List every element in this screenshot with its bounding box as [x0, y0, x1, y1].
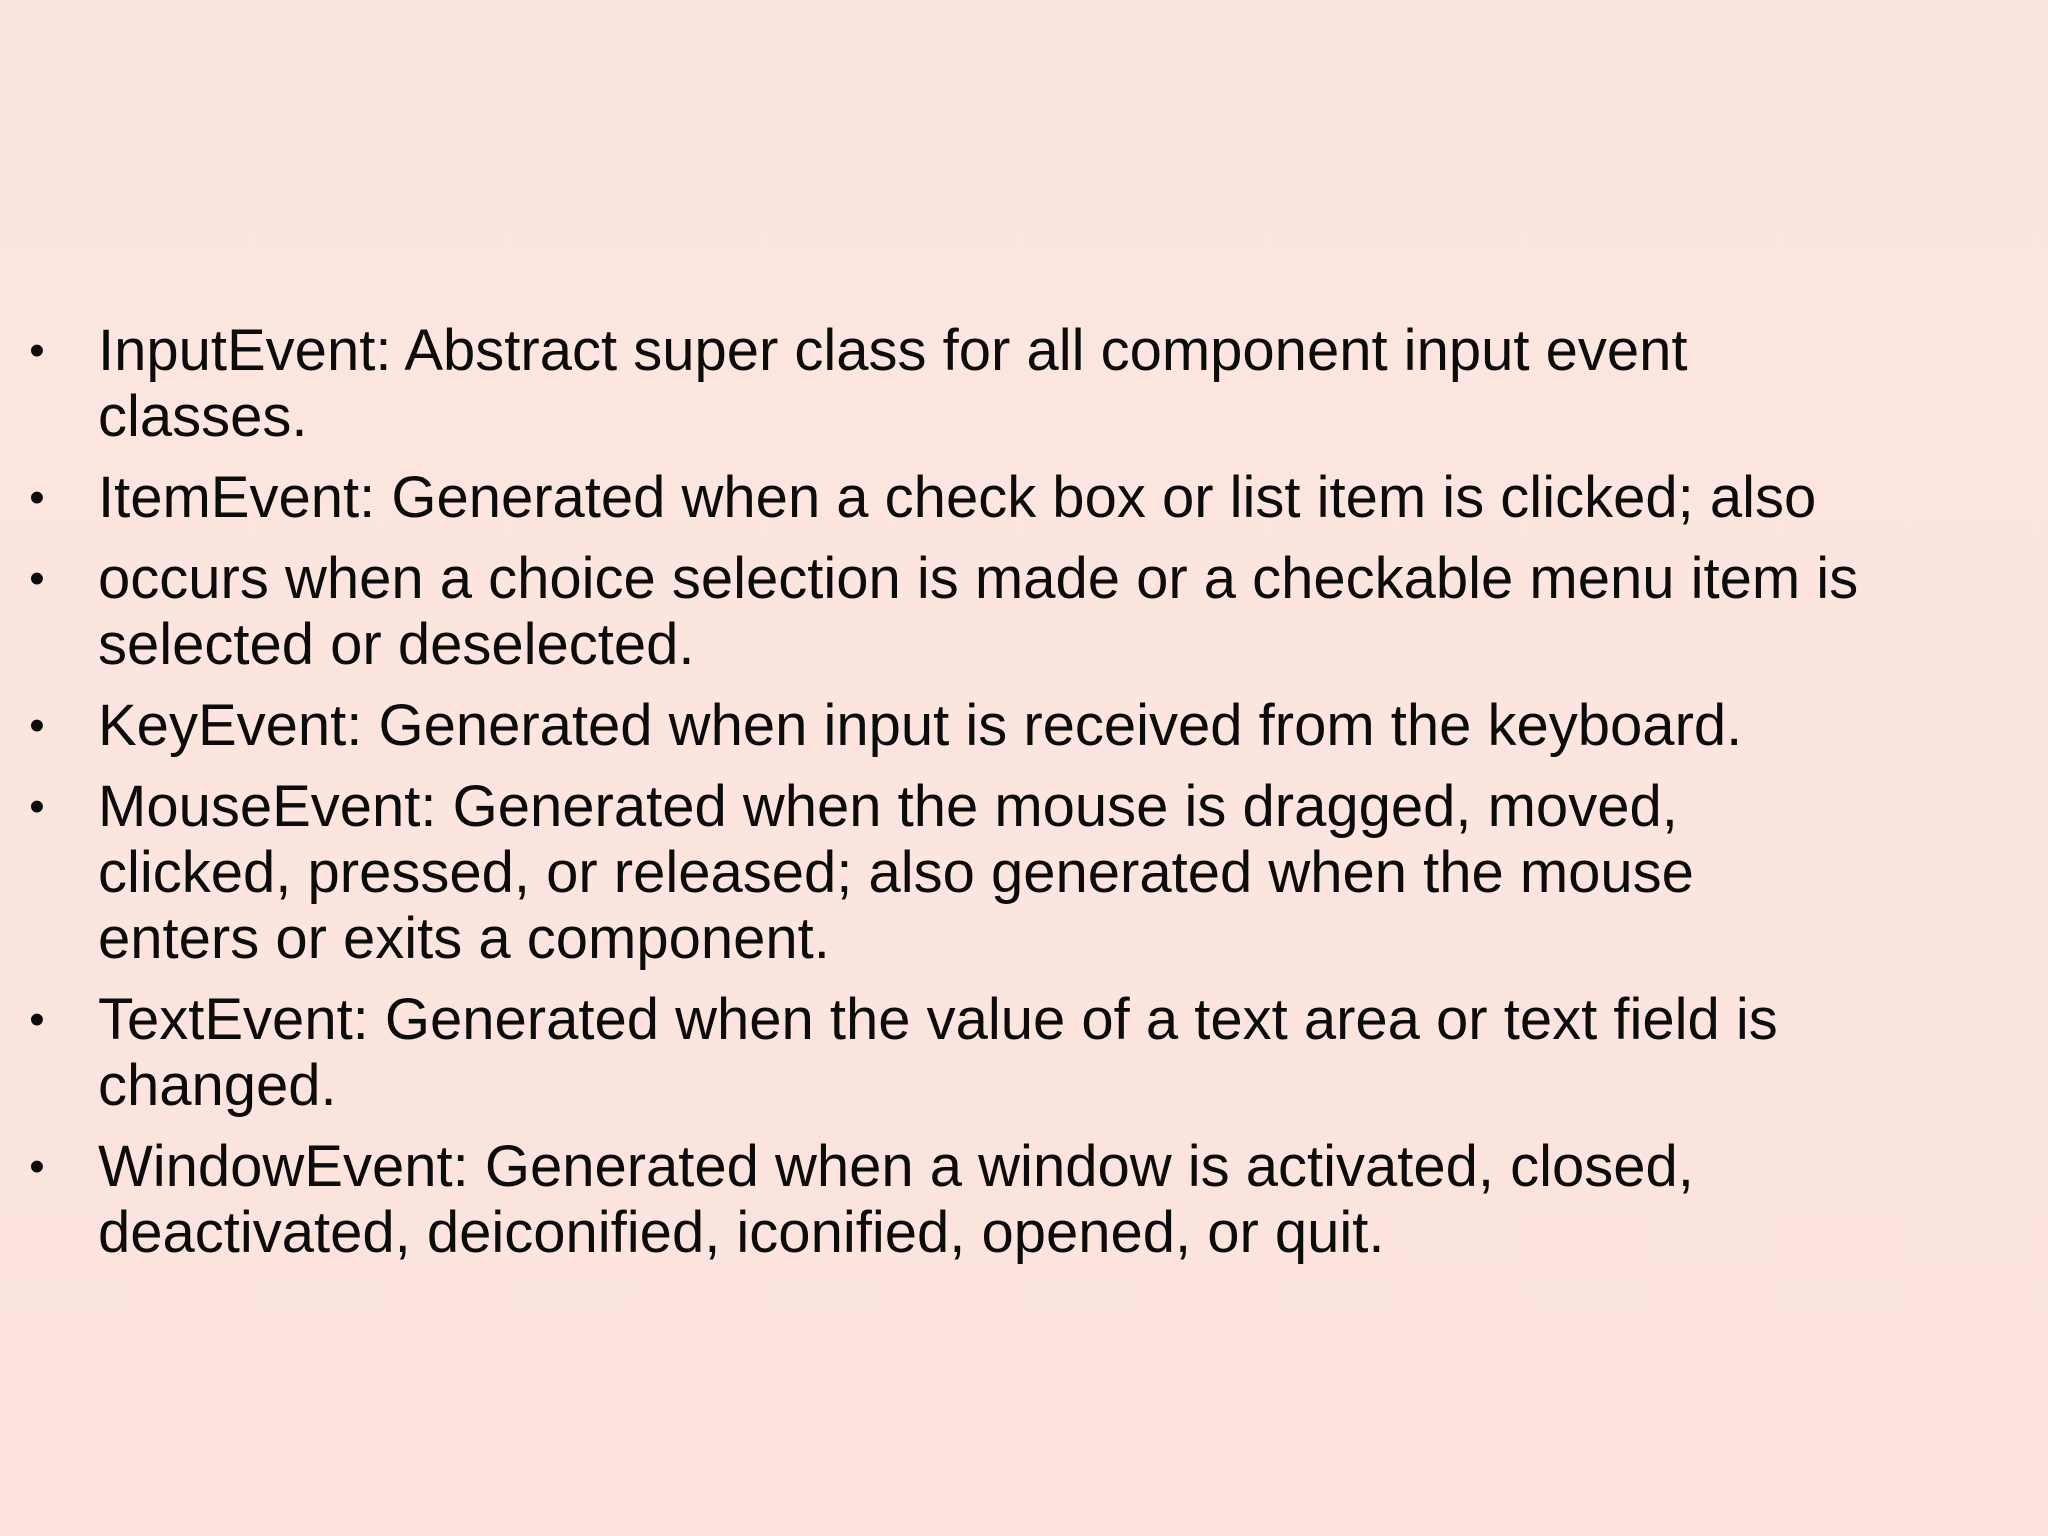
- bullet-list: [0, 318, 1860, 1281]
- bullet-dot-icon: •: [29, 554, 45, 603]
- bullet-text: WindowEvent: Generated when a window is activated, closed, deactivated, deiconified, iconified, opened, or quit.: [98, 1134, 1694, 1265]
- bullet-item-item-event: [0, 465, 1860, 531]
- bullet-text: ItemEvent: Generated when a check box or list item is clicked; also: [98, 465, 1817, 530]
- bullet-item-window-event: [0, 1134, 1860, 1266]
- bullet-item-input-event: [0, 318, 1860, 450]
- bullet-item-text-event: [0, 987, 1860, 1119]
- bullet-text: MouseEvent: Generated when the mouse is dragged, moved, clicked, pressed, or released; also generated when the mouse enters or exits a component.: [98, 774, 1694, 971]
- bullet-text: InputEvent: Abstract super class for all component input event classes.: [98, 318, 1688, 449]
- bullet-dot-icon: •: [29, 995, 45, 1044]
- bullet-text: occurs when a choice selection is made or a checkable menu item is selected or deselected.: [98, 546, 1859, 677]
- bullet-dot-icon: •: [29, 701, 45, 750]
- bullet-item-item-event-continued: [0, 546, 1860, 678]
- bullet-dot-icon: •: [29, 326, 45, 375]
- bullet-dot-icon: •: [29, 473, 45, 522]
- bullet-item-key-event: [0, 693, 1860, 759]
- bullet-dot-icon: •: [29, 1142, 45, 1191]
- bullet-text: KeyEvent: Generated when input is received from the keyboard.: [98, 693, 1743, 758]
- bullet-item-mouse-event: [0, 774, 1860, 972]
- bullet-dot-icon: •: [29, 782, 45, 831]
- bullet-text: TextEvent: Generated when the value of a text area or text field is changed.: [98, 987, 1778, 1118]
